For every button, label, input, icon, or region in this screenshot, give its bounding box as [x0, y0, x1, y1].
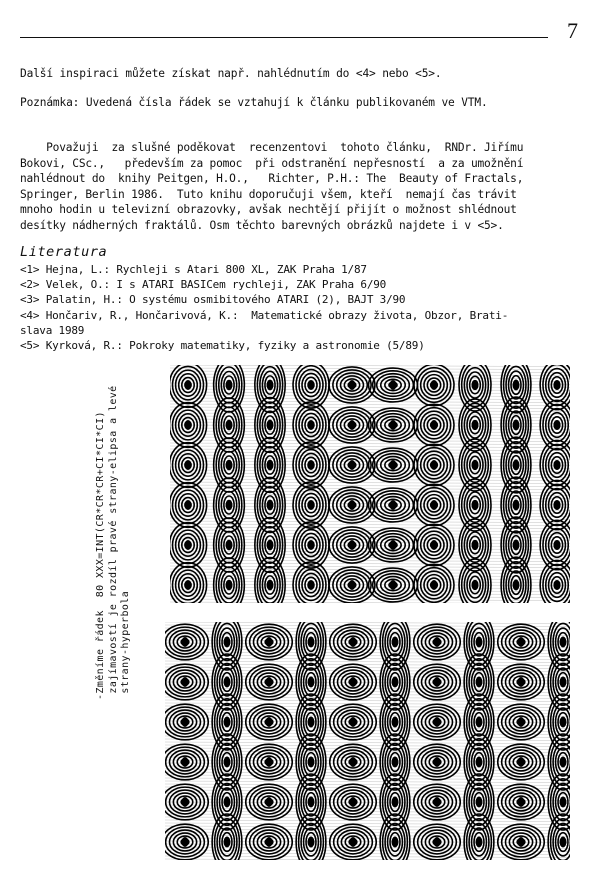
reference-item: <3> Palatin, H.: O systému osmibitového ATARI (2), BAJT 3/90	[20, 293, 406, 307]
paragraph-line: mnoho hodin u televizní obrazovky, avšak nechtějí přijít o možnost shlédnout	[20, 203, 517, 216]
caption-line: strany-hyperbola	[120, 590, 131, 700]
moire-center	[476, 757, 483, 767]
moire-center	[431, 420, 438, 430]
moire-center	[349, 380, 356, 390]
page-number: 7	[567, 18, 578, 43]
moire-center	[224, 717, 231, 727]
figure-caption	[95, 280, 133, 700]
header-rule	[20, 37, 548, 38]
moire-center	[472, 380, 479, 390]
moire-center	[513, 580, 520, 590]
moire-center	[226, 460, 233, 470]
moire-center	[518, 797, 525, 807]
moire-center	[350, 837, 357, 847]
moire-center	[226, 580, 233, 590]
moire-center	[182, 637, 189, 647]
moire-center	[350, 717, 357, 727]
moire-center	[226, 380, 233, 390]
moire-center	[185, 460, 192, 470]
reference-item: <4> Hončariv, R., Hončarivová, K.: Matematické obrazy života, Obzor, Brati-	[20, 308, 509, 322]
paragraph-line: Bokovi, CSc., především za pomoc při odstranění nepřesností a za umožnění	[20, 156, 524, 170]
moire-center	[476, 677, 483, 687]
moire-center	[266, 757, 273, 767]
moire-center	[390, 540, 397, 550]
moire-center	[226, 420, 233, 430]
moire-center	[431, 380, 438, 390]
moire-center	[350, 677, 357, 687]
moire-center	[560, 797, 567, 807]
caption-line: zajímavostí je rozdíl pravé strany-elipsa a levé	[107, 385, 119, 700]
moire-center	[392, 797, 399, 807]
moire-center	[513, 420, 520, 430]
moire-center	[392, 757, 399, 767]
note-line: Poznámka: Uvedená čísla řádek se vztahují k článku publikovaném ve VTM.	[20, 96, 488, 109]
caption-line: -Změníme řádek 80 XXX=INT(CR*CR*CR+CI*CI*CI)	[95, 411, 106, 700]
moire-center	[472, 540, 479, 550]
moire-center	[182, 717, 189, 727]
moire-center	[472, 420, 479, 430]
moire-center	[434, 677, 441, 687]
moire-center	[308, 500, 315, 510]
moire-center	[349, 500, 356, 510]
moire-center	[513, 460, 520, 470]
moire-center	[350, 757, 357, 767]
reference-item: slava 1989	[20, 323, 85, 337]
moire-center	[472, 500, 479, 510]
moire-center	[518, 677, 525, 687]
moire-center	[267, 380, 274, 390]
moire-center	[431, 540, 438, 550]
moire-center	[434, 637, 441, 647]
moire-pattern-image	[170, 365, 570, 603]
moire-center	[560, 677, 567, 687]
paragraph-line: nahlédnout do knihy Peitgen, H.O., Richter, P.H.: The Beauty of Fractals,	[20, 172, 524, 185]
moire-center	[185, 580, 192, 590]
moire-center	[226, 500, 233, 510]
moire-center	[392, 677, 399, 687]
literature-heading: Literatura	[20, 244, 108, 260]
moire-center	[224, 637, 231, 647]
moire-center	[182, 757, 189, 767]
reference-item: <5> Kyrková, R.: Pokroky matematiky, fyziky a astronomie (5/89)	[20, 339, 425, 353]
moire-center	[513, 500, 520, 510]
moire-center	[224, 677, 231, 687]
moire-center	[476, 797, 483, 807]
moire-center	[434, 797, 441, 807]
moire-center	[554, 540, 561, 550]
fractal-figure-top	[170, 365, 570, 603]
moire-center	[390, 420, 397, 430]
fractal-figure-bottom	[165, 622, 570, 860]
reference-item: <1> Hejna, L.: Rychleji s Atari 800 XL, ZAK Praha 1/87	[20, 263, 367, 276]
moire-center	[554, 420, 561, 430]
moire-center	[392, 637, 399, 647]
moire-center	[390, 380, 397, 390]
reference-list	[20, 262, 508, 353]
moire-pattern-image	[165, 622, 570, 860]
moire-center	[266, 637, 273, 647]
intro-line: Další inspiraci můžete získat např. nahlédnutím do <4> nebo <5>.	[20, 67, 442, 80]
moire-center	[185, 500, 192, 510]
moire-center	[182, 837, 189, 847]
moire-center	[308, 380, 315, 390]
moire-center	[267, 500, 274, 510]
moire-center	[431, 500, 438, 510]
moire-center	[434, 757, 441, 767]
moire-center	[226, 540, 233, 550]
acknowledgement-paragraph	[20, 140, 580, 233]
moire-center	[185, 380, 192, 390]
moire-center	[476, 637, 483, 647]
moire-center	[224, 797, 231, 807]
moire-center	[308, 637, 315, 647]
reference-item: <2> Velek, O.: I s ATARI BASICem rychleji, ZAK Praha 6/90	[20, 278, 387, 292]
moire-center	[350, 797, 357, 807]
paragraph-line: Považuji za slušné poděkovat recenzentovi tohoto článku, RNDr. Jiřímu	[20, 141, 524, 154]
moire-center	[224, 837, 231, 847]
moire-center	[308, 757, 315, 767]
moire-center	[224, 757, 231, 767]
moire-center	[513, 540, 520, 550]
paragraph-line: desítky nádherných fraktálů. Osm těchto barevných obrázků najdete i v <5>.	[20, 218, 504, 232]
moire-center	[513, 380, 520, 390]
moire-center	[350, 637, 357, 647]
paragraph-line: Springer, Berlin 1986. Tuto knihu doporučuji všem, kteří nemají čas trávit	[20, 187, 517, 201]
moire-center	[390, 500, 397, 510]
